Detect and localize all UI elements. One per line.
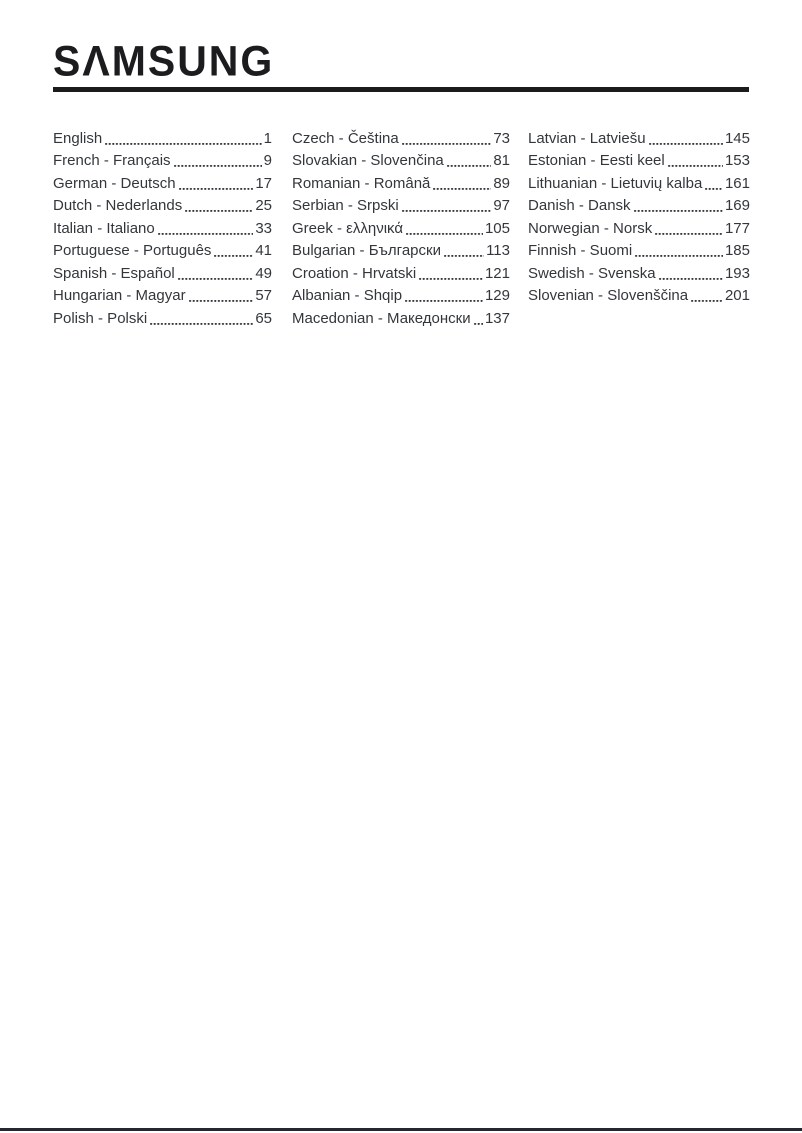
dot-leader: [447, 150, 492, 172]
dot-leader: [655, 218, 723, 240]
toc-entry-page: 201: [724, 287, 750, 305]
toc-entry-label: Serbian - Srpski: [292, 197, 399, 215]
toc-entry[interactable]: [53, 195, 272, 217]
toc-entry-label: Polish - Polski: [53, 309, 148, 327]
dot-leader: [433, 173, 491, 195]
dot-leader: [474, 308, 483, 330]
header: [53, 0, 750, 92]
dot-leader: [419, 263, 483, 285]
toc-entry[interactable]: [528, 195, 750, 217]
dot-leader: [659, 263, 723, 285]
toc-entry-page: 49: [255, 264, 272, 282]
toc-entry[interactable]: [53, 240, 272, 262]
dot-leader: [649, 128, 723, 150]
toc-entry-label: Hungarian - Magyar: [53, 287, 186, 305]
toc-entry-label: Dutch - Nederlands: [53, 197, 183, 215]
samsung-logo: SΛMSUNG: [53, 37, 275, 86]
header-rule: [53, 87, 749, 92]
toc-entry-page: 169: [724, 197, 750, 215]
toc-entry-label: German - Deutsch: [53, 174, 176, 192]
toc-entry[interactable]: [528, 263, 750, 285]
dot-leader: [185, 195, 253, 217]
toc-column-2: [292, 128, 510, 330]
toc-entry-label: Portuguese - Português: [53, 242, 212, 260]
toc-entry-label: Bulgarian - Български: [292, 242, 441, 260]
toc-entry-label: Slovenian - Slovenščina: [528, 287, 689, 305]
toc-entry-page: 129: [484, 287, 510, 305]
toc-entry[interactable]: [292, 218, 510, 240]
toc-entry[interactable]: [528, 150, 750, 172]
dot-leader: [174, 150, 262, 172]
dot-leader: [214, 240, 253, 262]
toc-entry-page: 137: [484, 309, 510, 327]
toc-entry-page: 177: [724, 219, 750, 237]
dot-leader: [178, 263, 254, 285]
toc-entry-label: Estonian - Eesti keel: [528, 152, 665, 170]
toc-entry-label: Norwegian - Norsk: [528, 219, 653, 237]
toc-entry[interactable]: [292, 128, 510, 150]
toc-entry-page: 121: [484, 264, 510, 282]
toc-entry-page: 41: [255, 242, 272, 260]
dot-leader: [406, 218, 483, 240]
dot-leader: [158, 218, 254, 240]
toc-entry-label: Latvian - Latviešu: [528, 130, 646, 147]
toc-entry-page: 89: [493, 174, 510, 192]
toc-entry-label: French - Français: [53, 152, 171, 170]
dot-leader: [105, 128, 261, 150]
toc-entry-page: 153: [724, 152, 750, 170]
toc-entry-page: 81: [493, 152, 510, 170]
footer-rule: [0, 1128, 802, 1131]
dot-leader: [405, 285, 483, 307]
dot-leader: [705, 173, 723, 195]
toc-entry[interactable]: [292, 263, 510, 285]
toc-entry[interactable]: [292, 240, 510, 262]
toc-entry-page: 161: [724, 174, 750, 192]
toc-entry-page: 97: [493, 197, 510, 215]
toc-entry[interactable]: [53, 128, 272, 150]
toc: [53, 128, 750, 330]
dot-leader: [402, 128, 492, 150]
toc-entry[interactable]: [53, 218, 272, 240]
toc-entry[interactable]: [292, 308, 510, 330]
dot-leader: [150, 308, 253, 330]
toc-entry[interactable]: [528, 240, 750, 262]
dot-leader: [189, 285, 254, 307]
toc-column-3: [528, 128, 750, 330]
toc-entry-page: 145: [724, 130, 750, 147]
toc-entry-label: Spanish - Español: [53, 264, 175, 282]
toc-column-1: [53, 128, 272, 330]
toc-entry[interactable]: [528, 173, 750, 195]
toc-entry-label: Macedonian - Македонски: [292, 309, 471, 327]
toc-entry-label: Czech - Čeština: [292, 130, 399, 147]
toc-entry-page: 17: [255, 174, 272, 192]
toc-entry[interactable]: [53, 285, 272, 307]
toc-entry-label: Finnish - Suomi: [528, 242, 633, 260]
toc-entry-page: 57: [255, 287, 272, 305]
toc-entry[interactable]: [53, 308, 272, 330]
toc-entry-label: Danish - Dansk: [528, 197, 631, 215]
toc-entry[interactable]: [292, 195, 510, 217]
toc-entry-label: Italian - Italiano: [53, 219, 155, 237]
toc-entry-page: 65: [255, 309, 272, 327]
toc-entry[interactable]: [292, 173, 510, 195]
dot-leader: [691, 285, 723, 307]
toc-entry[interactable]: [528, 128, 750, 150]
dot-leader: [402, 195, 492, 217]
toc-entry-page: 73: [493, 130, 510, 147]
toc-entry[interactable]: [53, 263, 272, 285]
toc-entry-page: 25: [255, 197, 272, 215]
toc-entry-page: 113: [486, 242, 510, 260]
toc-entry-page: 33: [255, 219, 272, 237]
toc-entry[interactable]: [292, 285, 510, 307]
toc-entry-page: 1: [263, 130, 272, 147]
toc-entry-label: Romanian - Română: [292, 174, 431, 192]
toc-entry-label: Lithuanian - Lietuvių kalba: [528, 174, 703, 192]
toc-entry[interactable]: [528, 285, 750, 307]
toc-entry-page: 9: [263, 152, 272, 170]
toc-entry[interactable]: [528, 218, 750, 240]
dot-leader: [635, 240, 723, 262]
toc-entry-page: 193: [724, 264, 750, 282]
toc-entry[interactable]: [292, 150, 510, 172]
toc-entry-page: 105: [484, 219, 510, 237]
dot-leader: [179, 173, 254, 195]
toc-entry-label: Slovakian - Slovenčina: [292, 152, 444, 170]
toc-entry-label: Croation - Hrvatski: [292, 264, 417, 282]
toc-entry-label: Greek - ελληνικά: [292, 219, 404, 237]
toc-entry-label: Albanian - Shqip: [292, 287, 403, 305]
toc-entry-label: English: [53, 130, 103, 147]
toc-entry[interactable]: [53, 150, 272, 172]
dot-leader: [444, 240, 484, 262]
toc-entry-label: Swedish - Svenska: [528, 264, 656, 282]
dot-leader: [668, 150, 723, 172]
dot-leader: [634, 195, 723, 217]
toc-entry-page: 185: [724, 242, 750, 260]
toc-entry[interactable]: [53, 173, 272, 195]
